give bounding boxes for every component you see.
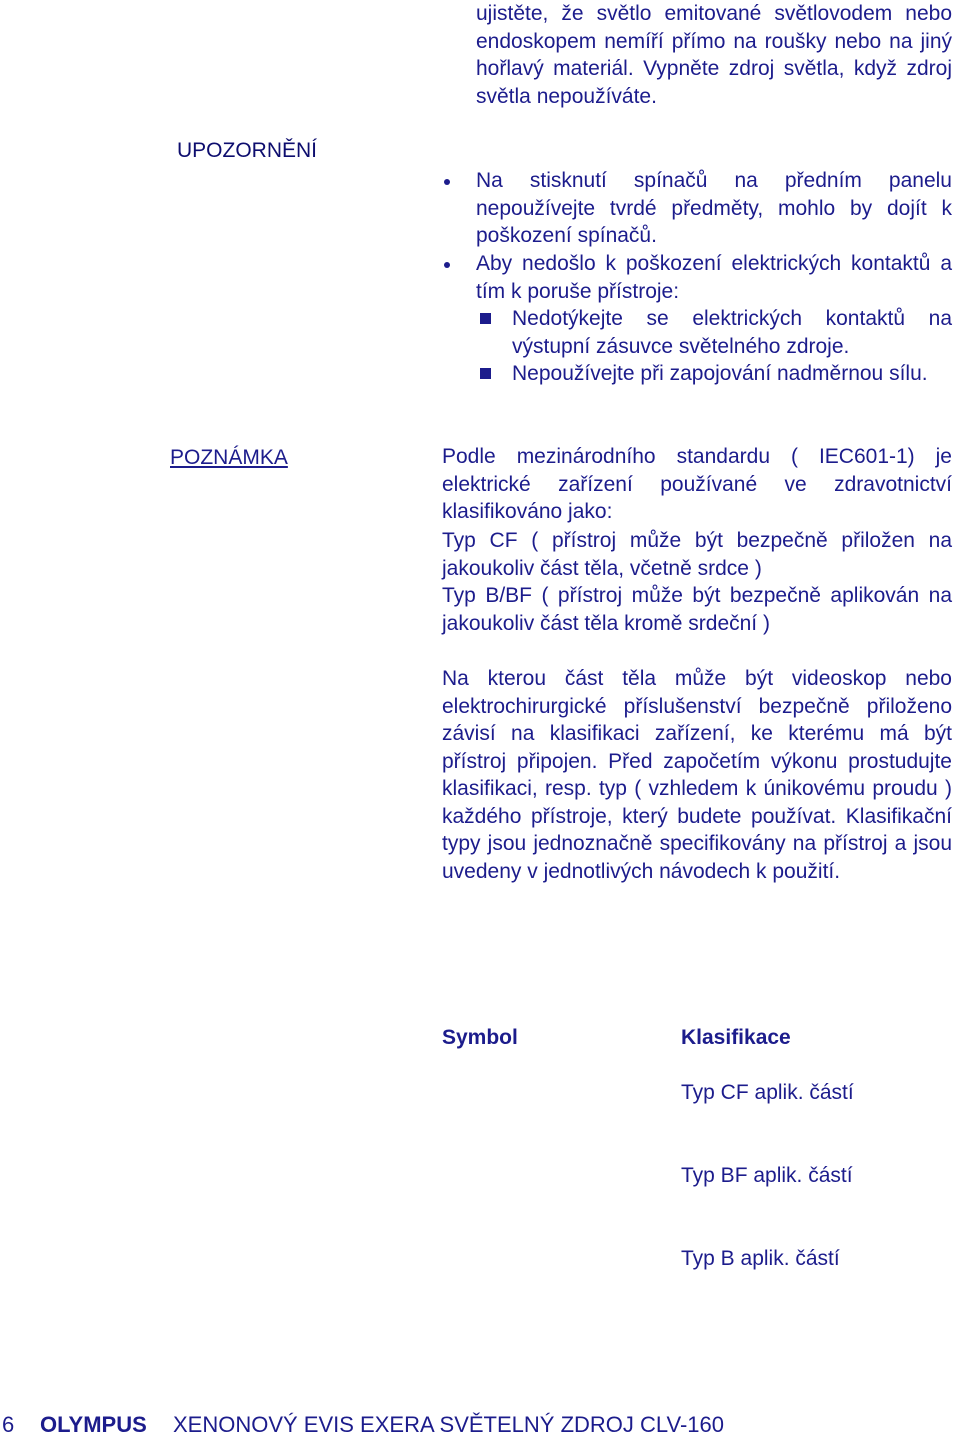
table-row-bf: Typ BF aplik. částí bbox=[681, 1164, 853, 1187]
footer-title: XENONOVÝ EVIS EXERA SVĚTELNÝ ZDROJ CLV-160 bbox=[173, 1412, 724, 1437]
caution-sub-bullet-2: Nepoužívejte při zapojování nadměrnou sílu. bbox=[512, 362, 928, 385]
note-paragraph-1: Podle mezinárodního standardu ( IEC601-1) je elektrické zařízení používané ve zdravotnictví klasifikováno jako: bbox=[442, 445, 952, 523]
caution-label: UPOZORNĚNÍ bbox=[177, 139, 318, 162]
page-number: 6 bbox=[2, 1412, 15, 1437]
note-paragraph-4: Na kterou část těla může být videoskop nebo elektrochirurgické příslušenství bezpečně přiloženo závisí na klasifikaci zařízení, ke kterému má být přístroj připojen. Před započetím výkonu prostudujte klasifikaci, resp. typ ( vzhledem k únikovému proudu ) každého přístroje, který budete používat. Klasifikační typy jsou jednoznačně specifikovány na přístroj a jsou uvedeny v jednotlivých návodech k použití. bbox=[442, 667, 952, 883]
note-paragraph-2: Typ CF ( přístroj může být bezpečně přiložen na jakoukoliv část těla, včetně srdce ) bbox=[442, 529, 952, 580]
bullet-icon bbox=[444, 262, 450, 268]
note-paragraph-3: Typ B/BF ( přístroj může být bezpečně aplikován na jakoukoliv část těla kromě srdeční ) bbox=[442, 584, 952, 635]
table-row-b: Typ B aplik. částí bbox=[681, 1247, 840, 1270]
bullet-icon bbox=[444, 179, 450, 185]
table-header-classification: Klasifikace bbox=[681, 1026, 791, 1049]
square-bullet-icon bbox=[480, 313, 491, 324]
table-row-cf: Typ CF aplik. částí bbox=[681, 1081, 854, 1104]
table-header-symbol: Symbol bbox=[442, 1026, 518, 1049]
caution-bullet-1: Na stisknutí spínačů na předním panelu nepoužívejte tvrdé předměty, mohlo by dojít k poškození spínačů. bbox=[476, 169, 952, 247]
footer-brand: OLYMPUS bbox=[40, 1412, 147, 1437]
square-bullet-icon bbox=[480, 368, 491, 379]
caution-bullet-2: Aby nedošlo k poškození elektrických kontaktů a tím k poruše přístroje: bbox=[476, 252, 952, 303]
note-label: POZNÁMKA bbox=[170, 446, 288, 469]
caution-sub-bullet-1: Nedotýkejte se elektrických kontaktů na výstupní zásuvce světelného zdroje. bbox=[512, 307, 952, 358]
